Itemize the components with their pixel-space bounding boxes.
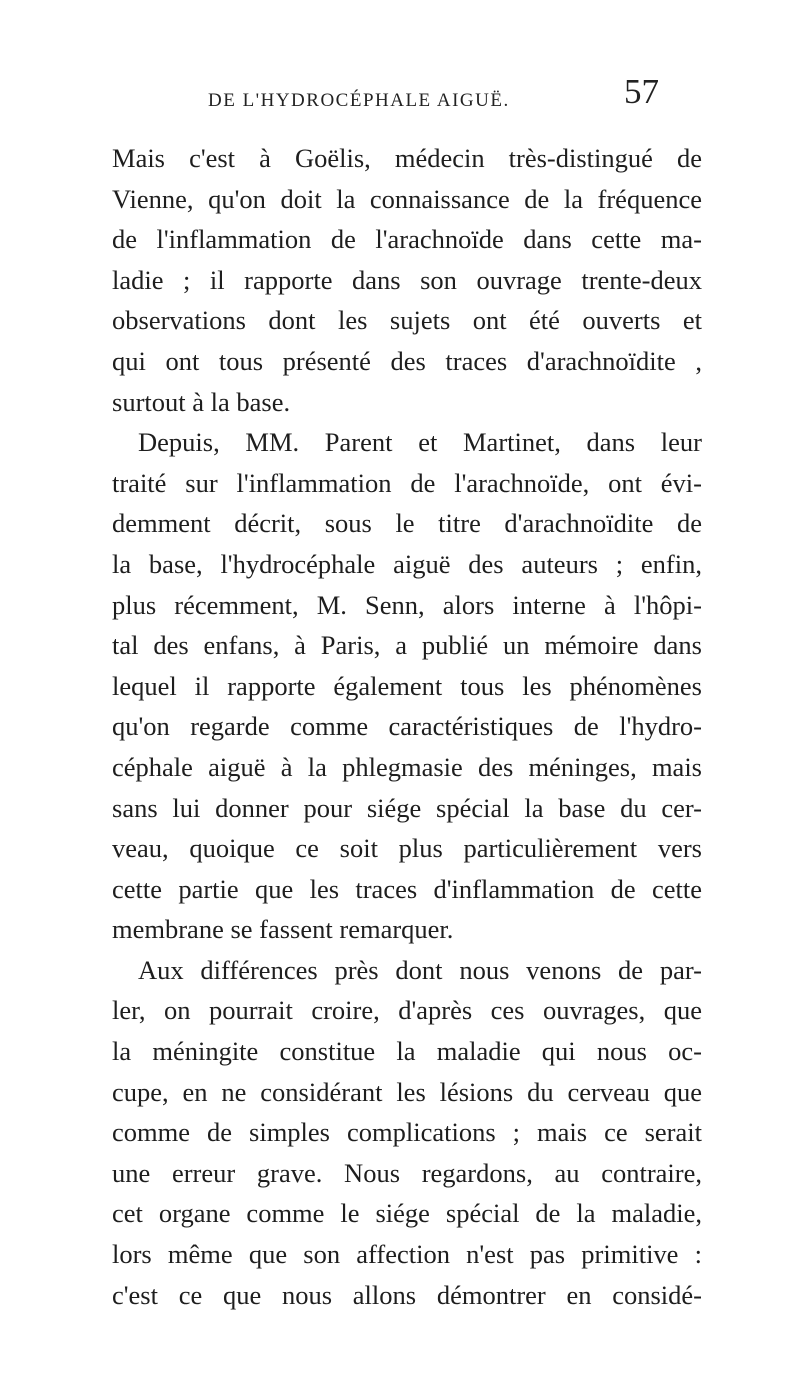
text-line: cet organe comme le siége spécial de la maladie,: [112, 1198, 702, 1229]
text-line: lors même que son affection n'est pas primitive :: [112, 1239, 702, 1270]
text-line: de l'inflammation de l'arachnoïde dans cette ma-: [112, 224, 702, 255]
text-line: qui ont tous présenté des traces d'arachnoïdite ,: [112, 345, 702, 376]
text-line: traité sur l'inflammation de l'arachnoïde, ont évi-: [112, 467, 702, 498]
text-line: demment décrit, sous le titre d'arachnoïdite de: [112, 508, 702, 539]
text-line: la base, l'hydrocéphale aiguë des auteurs ; enfin,: [112, 548, 702, 579]
text-line: c'est ce que nous allons démontrer en considé-: [112, 1279, 702, 1310]
text-line: comme de simples complications ; mais ce serait: [112, 1117, 702, 1148]
text-line: veau, quoique ce soit plus particulièrement vers: [112, 833, 702, 864]
text-line: la méningite constitue la maladie qui nous oc-: [112, 1036, 702, 1067]
text-line: Depuis, MM. Parent et Martinet, dans leur: [138, 427, 702, 458]
page-number: 57: [624, 72, 659, 111]
text-line: cupe, en ne considérant les lésions du cerveau que: [112, 1076, 702, 1107]
text-line: plus récemment, M. Senn, alors interne à l'hôpi-: [112, 589, 702, 620]
text-line: tal des enfans, à Paris, a publié un mémoire dans: [112, 630, 702, 661]
text-line: membrane se fassent remarquer.: [112, 914, 454, 945]
text-line: une erreur grave. Nous regardons, au contraire,: [112, 1157, 702, 1188]
text-line: cette partie que les traces d'inflammation de cette: [112, 873, 702, 904]
text-line: Mais c'est à Goëlis, médecin très-distingué de: [112, 143, 702, 173]
text-line: lequel il rapporte également tous les phénomènes: [112, 670, 702, 701]
text-line: qu'on regarde comme caractéristiques de l'hydro-: [112, 711, 702, 742]
text-line: sans lui donner pour siége spécial la base du cer-: [112, 792, 702, 823]
text-line: ladie ; il rapporte dans son ouvrage trente-deux: [112, 264, 702, 295]
text-line: Vienne, qu'on doit la connaissance de la fréquence: [112, 183, 702, 214]
running-head: DE L'HYDROCÉPHALE AIGUË.: [208, 90, 510, 111]
body-text: [112, 138, 702, 1315]
text-line: surtout à la base.: [112, 386, 291, 417]
text-line: ler, on pourrait croire, d'après ces ouvrages, que: [112, 995, 702, 1026]
text-line: Aux différences près dont nous venons de par-: [138, 954, 702, 985]
text-line: céphale aiguë à la phlegmasie des méninges, mais: [112, 751, 702, 782]
text-line: observations dont les sujets ont été ouverts et: [112, 305, 702, 336]
